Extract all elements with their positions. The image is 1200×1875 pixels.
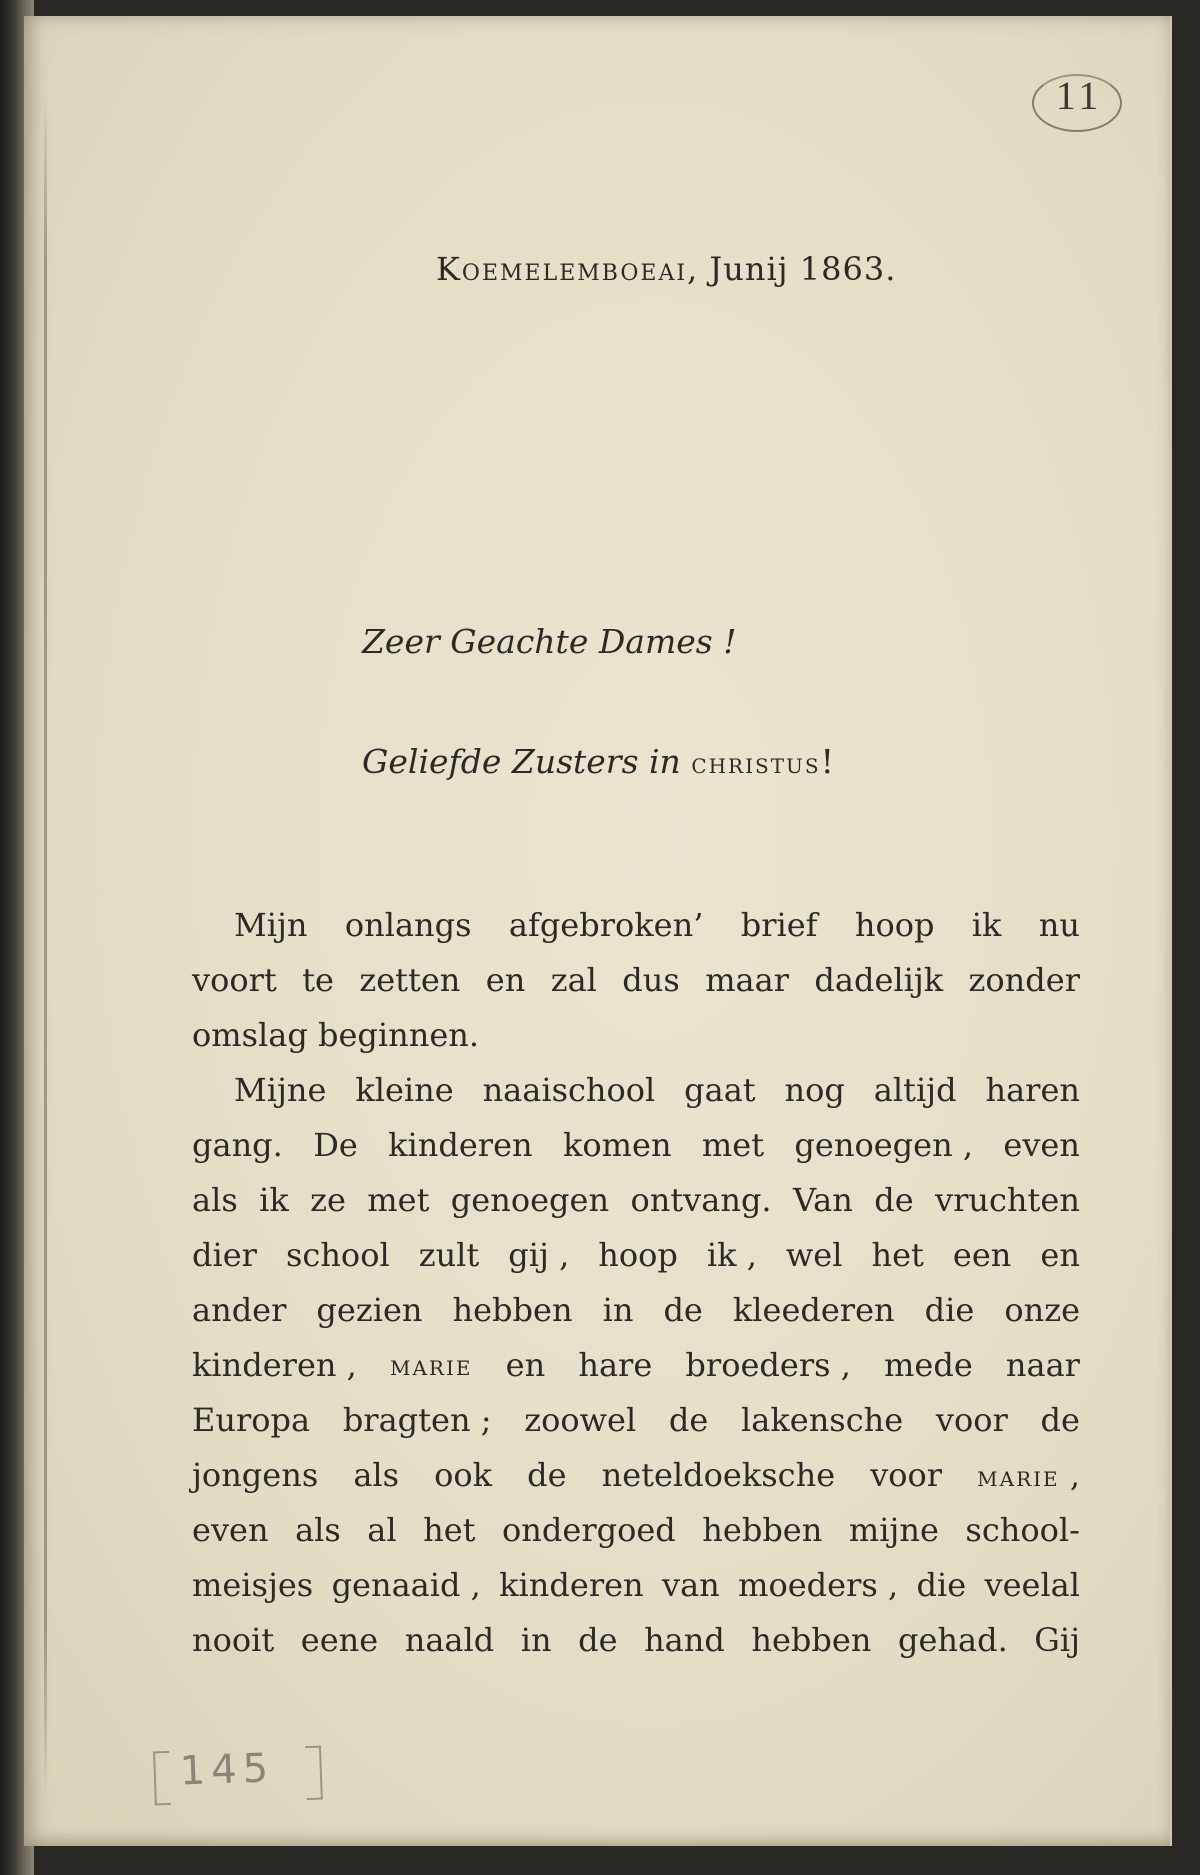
word: ik , — [706, 1236, 757, 1274]
text-line — [192, 1393, 1080, 1448]
salutation-christus: christus — [691, 747, 821, 780]
word: school- — [965, 1511, 1080, 1549]
word: nu — [1038, 906, 1080, 944]
word: dier — [192, 1236, 257, 1274]
word: maar — [705, 961, 789, 999]
word: even — [192, 1511, 269, 1549]
word: ander — [192, 1291, 287, 1329]
word: vruchten — [935, 1181, 1080, 1219]
text-line — [192, 898, 1080, 953]
word: in — [602, 1291, 634, 1329]
word: moeders , — [738, 1566, 899, 1604]
word: voor — [870, 1456, 943, 1494]
text-line — [192, 1118, 1080, 1173]
text-line — [192, 1173, 1080, 1228]
word: ook — [434, 1456, 493, 1494]
word: hare — [578, 1346, 653, 1384]
word: ontvang. — [630, 1181, 772, 1219]
word: broeders , — [685, 1346, 851, 1384]
word: eene — [300, 1621, 379, 1659]
word: voort — [192, 961, 277, 999]
word: Gij — [1034, 1621, 1080, 1659]
word: haren — [985, 1071, 1080, 1109]
word: de — [578, 1621, 618, 1659]
folio-number — [1024, 72, 1134, 128]
letter-body — [192, 898, 1080, 1668]
word: Van — [792, 1181, 853, 1219]
word: komen — [563, 1126, 672, 1164]
word: de — [668, 1401, 709, 1439]
word: zonder — [968, 961, 1080, 999]
word: zal — [550, 961, 597, 999]
word: mede — [884, 1346, 973, 1384]
name-with-comma — [977, 1448, 1080, 1503]
word: voor — [935, 1401, 1008, 1439]
word: mijne — [848, 1511, 939, 1549]
salutation-italic: Geliefde Zusters in — [362, 742, 681, 781]
folio-text: 11 — [1055, 73, 1103, 118]
word: gezien — [316, 1291, 423, 1329]
word: hebben — [702, 1511, 823, 1549]
word: hoop — [854, 906, 935, 944]
word: van — [662, 1566, 720, 1604]
word: brief — [740, 906, 818, 944]
text-line — [192, 1613, 1080, 1668]
word: meisjes — [192, 1566, 314, 1604]
word: al — [367, 1511, 397, 1549]
word: lakensche — [741, 1401, 904, 1439]
word: genoegen — [450, 1181, 610, 1219]
word: ik — [971, 906, 1002, 944]
name-marie: marie — [977, 1460, 1060, 1493]
book-page — [24, 16, 1172, 1846]
dateline — [436, 250, 896, 288]
word: onlangs — [344, 906, 472, 944]
word: zoowel — [524, 1401, 637, 1439]
name-marie: marie — [390, 1349, 473, 1382]
word: altijd — [873, 1071, 957, 1109]
word: zetten — [359, 961, 461, 999]
word: en — [485, 961, 526, 999]
dateline-date: , Junij 1863. — [687, 250, 897, 288]
text-line — [192, 953, 1080, 1008]
salutation-exclamation: ! — [820, 742, 834, 781]
word: als — [353, 1456, 400, 1494]
word: neteldoeksche — [601, 1456, 836, 1494]
word: hand — [644, 1621, 725, 1659]
word: die — [916, 1566, 967, 1604]
word: met — [367, 1181, 430, 1219]
word: bragten ; — [342, 1401, 492, 1439]
word: kinderen — [388, 1126, 533, 1164]
word: gij , — [508, 1236, 570, 1274]
word: dadelijk — [814, 961, 944, 999]
word: wel — [785, 1236, 843, 1274]
word: naaischool — [482, 1071, 656, 1109]
word: dus — [622, 961, 680, 999]
word: Mijne — [234, 1071, 327, 1109]
word: Europa — [192, 1401, 311, 1439]
text-line — [192, 1338, 1080, 1393]
word: een — [952, 1236, 1012, 1274]
text-line — [192, 1558, 1080, 1613]
word: in — [520, 1621, 552, 1659]
word: die — [924, 1291, 975, 1329]
word: de — [527, 1456, 567, 1494]
pencil-mark-text: 145 — [178, 1745, 275, 1795]
dateline-place: Koemelemboeai — [436, 250, 688, 288]
word: nog — [784, 1071, 845, 1109]
text-line — [192, 1228, 1080, 1283]
salutation-line-1: Zeer Geachte Dames ! — [362, 622, 737, 661]
word: school — [285, 1236, 390, 1274]
word: genoegen , — [794, 1126, 974, 1164]
word: het — [423, 1511, 476, 1549]
pencil-shelfmark — [151, 1739, 353, 1816]
word: het — [871, 1236, 924, 1274]
text-line — [192, 1503, 1080, 1558]
word: de — [1040, 1401, 1080, 1439]
word: kleederen — [732, 1291, 895, 1329]
word: gaat — [684, 1071, 756, 1109]
word: , — [1059, 1456, 1080, 1494]
word: kleine — [355, 1071, 454, 1109]
text-line — [192, 1283, 1080, 1338]
salutation-line-2 — [362, 742, 834, 781]
word: als — [295, 1511, 341, 1549]
word: afgebroken’ — [508, 906, 704, 944]
word: omslag beginnen. — [192, 1016, 480, 1054]
word: als — [192, 1181, 238, 1219]
word: hebben — [452, 1291, 573, 1329]
word: Mijn — [234, 906, 308, 944]
word: ik — [259, 1181, 289, 1219]
page-gutter-shadow — [44, 96, 47, 1796]
word: met — [701, 1126, 765, 1164]
word: gehad. — [897, 1621, 1008, 1659]
text-line — [192, 1008, 1080, 1063]
word: naald — [404, 1621, 495, 1659]
word: de — [663, 1291, 703, 1329]
word: veelal — [984, 1566, 1080, 1604]
word: gang. — [192, 1126, 283, 1164]
word: jongens — [192, 1456, 319, 1494]
word: nooit — [192, 1621, 275, 1659]
word: ondergoed — [502, 1511, 676, 1549]
text-line — [192, 1448, 1080, 1503]
word: de — [874, 1181, 914, 1219]
word: naar — [1005, 1346, 1080, 1384]
word: ze — [310, 1181, 346, 1219]
word: genaaid , — [331, 1566, 481, 1604]
text-line — [192, 1063, 1080, 1118]
word: zult — [418, 1236, 480, 1274]
word: kinderen — [499, 1566, 644, 1604]
word: onze — [1004, 1291, 1080, 1329]
word: De — [313, 1126, 358, 1164]
word: hoop — [598, 1236, 678, 1274]
word: hebben — [751, 1621, 872, 1659]
word: kinderen , — [192, 1346, 357, 1384]
word: en — [505, 1346, 546, 1384]
word: te — [302, 961, 334, 999]
word: even — [1003, 1126, 1080, 1164]
word: en — [1040, 1236, 1080, 1274]
